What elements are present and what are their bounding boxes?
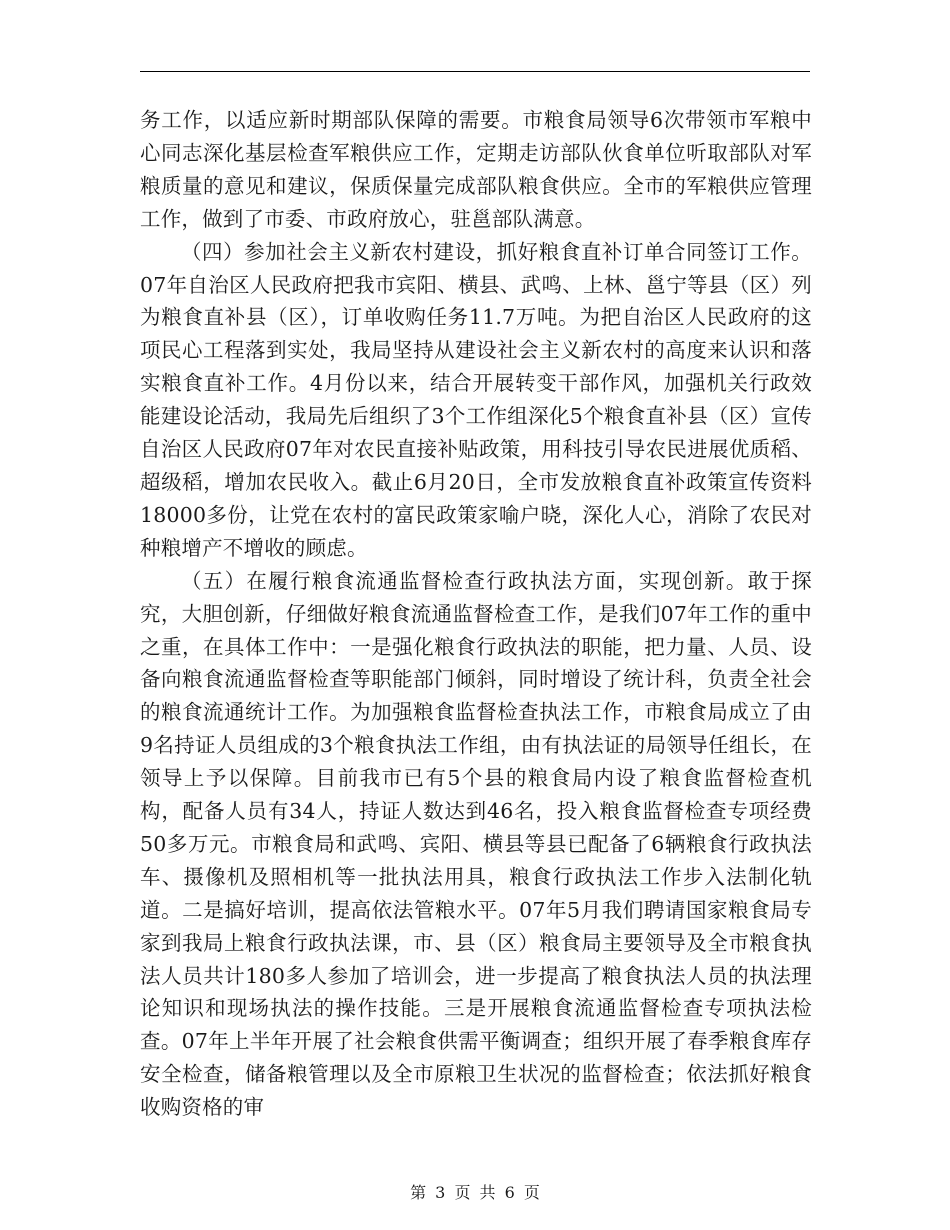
paragraph-grain-subsidy: （四）参加社会主义新农村建设，抓好粮食直补订单合同签订工作。07年自治区人民政府把我市宾阳、横县、武鸣、上林、邕宁等县（区）列为粮食直补县（区），订单收购任务11.7万吨。为把自治区人民政府的这项民心工程落到实处，我局坚持从建设社会主义新农村的高度来认识和落实粮食直补工作。4月份以来，结合开展转变干部作风，加强机关行政效能建设论活动，我局先后组织了3个工作组深化5个粮食直补县（区）宣传自治区人民政府07年对农民直接补贴政策，用科技引导农民进展优质稻、超级稻，增加农民收入。截止6月20日，全市发放粮食直补政策宣传资料18000多份，让党在农村的富民政策家喻户晓，深化人心，消除了农民对种粮增产不增收的顾虑。	[140, 239, 812, 560]
document-body	[140, 104, 812, 1124]
paragraph-military-grain-supply: 务工作，以适应新时期部队保障的需要。市粮食局领导6次带领市军粮中心同志深化基层检查军粮供应工作，定期走访部队伙食单位听取部队对军粮质量的意见和建议，保质保量完成部队粮食供应。全市的军粮供应管理工作，做到了市委、市政府放心，驻邕部队满意。	[140, 108, 812, 231]
header-rule	[140, 71, 810, 72]
page-number-footer: 第 3 页 共 6 页	[410, 1183, 540, 1202]
paragraph-law-enforcement: （五）在履行粮食流通监督检查行政执法方面，实现创新。敢于探究，大胆创新，仔细做好粮食流通监督检查工作，是我们07年工作的重中之重，在具体工作中：一是强化粮食行政执法的职能，把力量、人员、设备向粮食流通监督检查等职能部门倾斜，同时增设了统计科，负责全社会的粮食流通统计工作。为加强粮食监督检查执法工作，市粮食局成立了由9名持证人员组成的3个粮食执法工作组，由有执法证的局领导任组长，在领导上予以保障。目前我市已有5个县的粮食局内设了粮食监督检查机构，配备人员有34人，持证人数达到46名，投入粮食监督检查专项经费50多万元。市粮食局和武鸣、宾阳、横县等县已配备了6辆粮食行政执法车、摄像机及照相机等一批执法用具，粮食行政执法工作步入法制化轨道。二是搞好培训，提高依法管粮水平。07年5月我们聘请国家粮食局专家到我局上粮食行政执法课，市、县（区）粮食局主要领导及全市粮食执法人员共计180多人参加了培训会，进一步提高了粮食执法人员的执法理论知识和现场执法的操作技能。三是开展粮食流通监督检查专项执法检查。07年上半年开展了社会粮食供需平衡调查；组织开展了春季粮食库存安全检查，储备粮管理以及全市原粮卫生状况的监督检查；依法抓好粮食收购资格的审	[140, 568, 812, 1120]
